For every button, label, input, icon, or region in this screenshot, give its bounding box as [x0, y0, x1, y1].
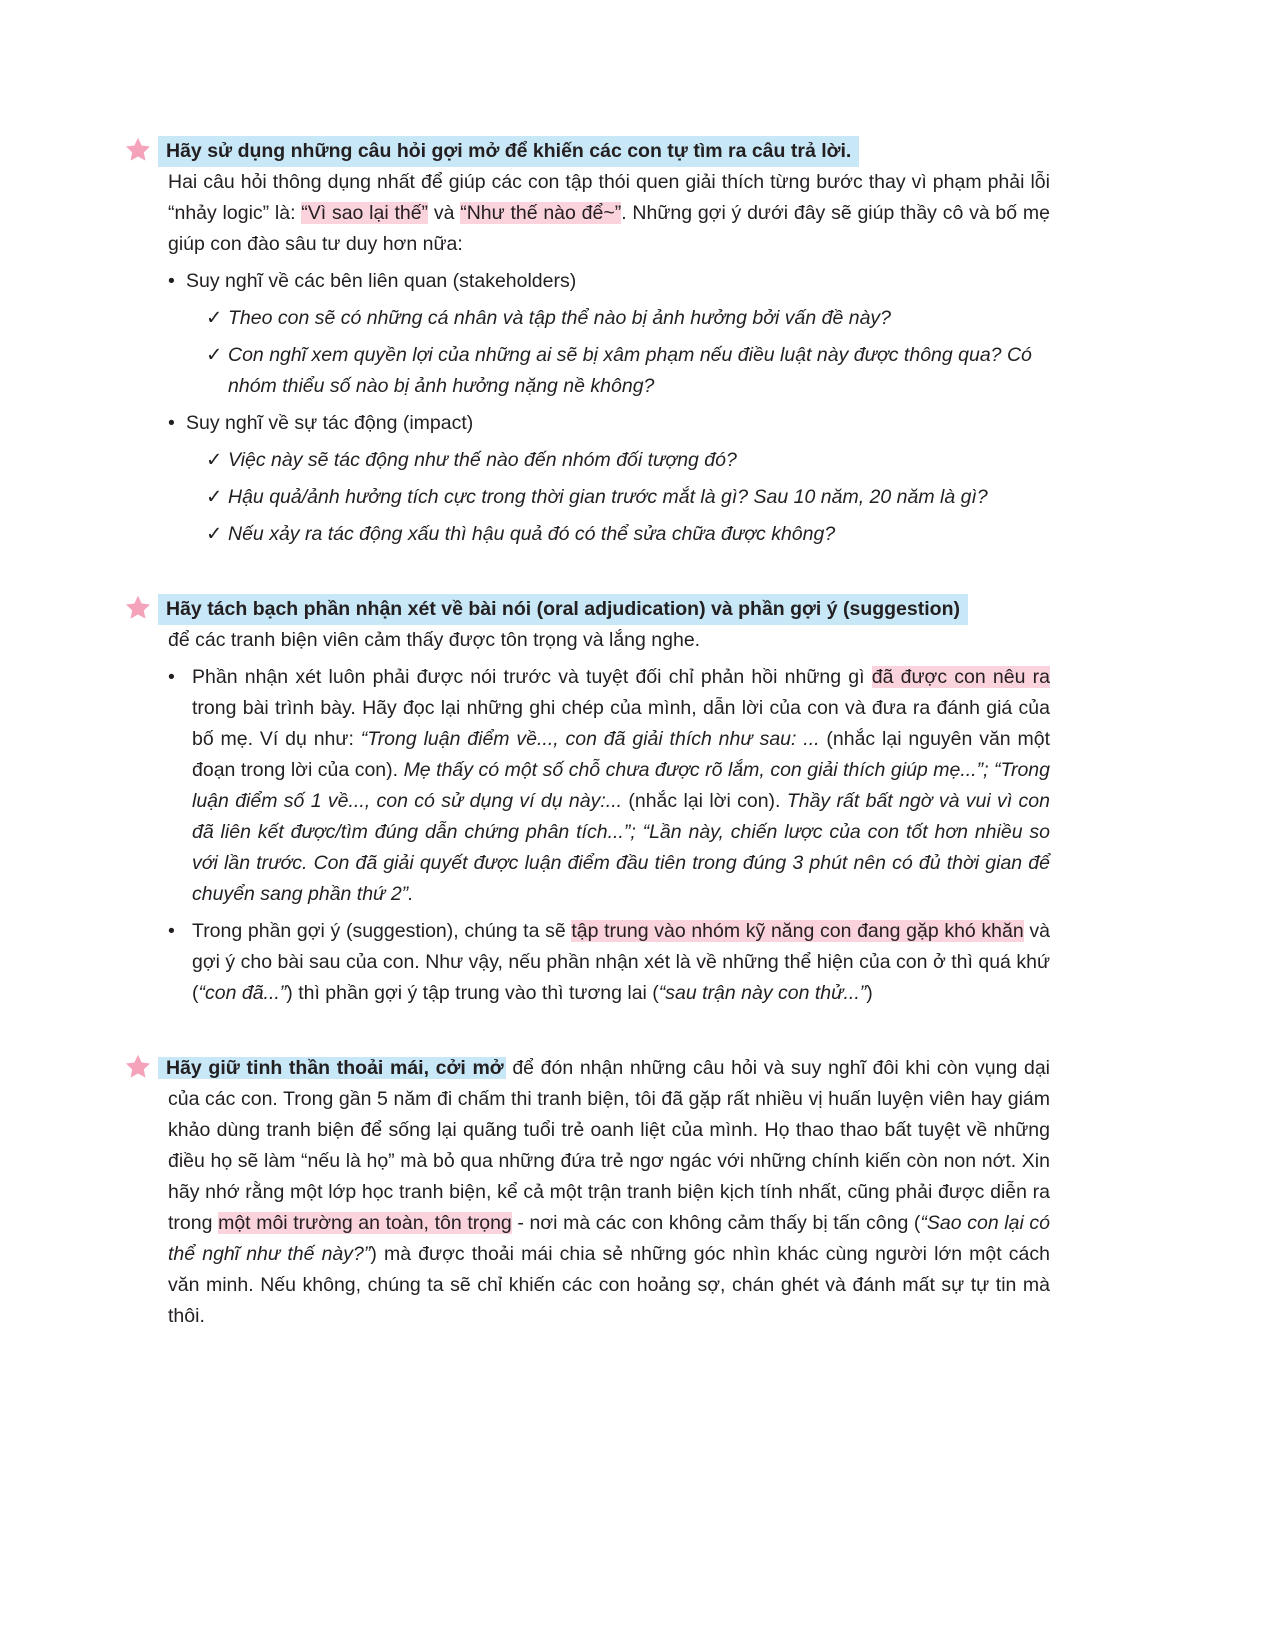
text-run: và [428, 202, 461, 224]
text-run: Phần nhận xét luôn phải được nói trước và tuyệt đối chỉ phản hồi những gì [192, 666, 872, 688]
section-open-questions [168, 136, 1050, 550]
check-list [186, 445, 1050, 550]
check-text: Việc này sẽ tác động như thế nào đến nhóm đối tượng đó? [228, 449, 737, 471]
bullet-item [168, 916, 1050, 1009]
bullet-item [168, 662, 1050, 910]
text-run: để các tranh biện viên cảm thấy được tôn trọng và lắng nghe. [168, 629, 701, 651]
italic-text: “sau trận này con thử...” [658, 982, 867, 1004]
bullet-text: Suy nghĩ về các bên liên quan (stakeholders) [186, 270, 577, 292]
highlighted-text: đã được con nêu ra [871, 666, 1050, 688]
text-run: . Những gợi ý dưới đây sẽ giúp thầy cô và bố mẹ giúp con đào sâu tư duy hơn nữa: [168, 202, 1050, 255]
check-text: Nếu xảy ra tác động xấu thì hậu quả đó có thể sửa chữa được không? [228, 523, 836, 545]
text-run: và gợi ý cho bài sau của con. Như vậy, nếu phần nhận xét là về những thể hiện của con ở thì quá khứ ( [192, 920, 1050, 1004]
paragraph-body [168, 1057, 1050, 1327]
highlighted-text: một môi trường an toàn, tôn trọng [218, 1212, 512, 1234]
bullet-item [168, 408, 1050, 550]
intro-paragraph [168, 167, 1050, 260]
section-heading: Hãy giữ tinh thần thoải mái, cởi mở [158, 1057, 506, 1079]
check-item [186, 482, 1050, 513]
check-list [186, 303, 1050, 402]
text-run: (nhắc lại nguyên văn một đoạn trong lời của con). [192, 728, 1051, 781]
italic-text: “Trong luận điểm về..., con đã giải thích như sau: ... [360, 728, 820, 750]
bullet-paragraph [192, 662, 1050, 910]
text-run: trong bài trình bày. Hãy đọc lại những ghi chép của mình, dẫn lời của con và đưa ra đánh giá của bố mẹ. Ví dụ như: [192, 697, 1050, 750]
document-page [168, 136, 1050, 1372]
bullet-list [168, 266, 1050, 550]
text-run: ) [866, 982, 873, 1004]
highlighted-text: tập trung vào nhóm kỹ năng con đang gặp khó khăn [571, 920, 1024, 942]
bullet-item [168, 266, 1050, 402]
check-icon: ✓ [206, 486, 223, 508]
text-run: ) thì phần gợi ý tập trung vào thì tương lai ( [286, 982, 659, 1004]
italic-text: “Sao con lại có thể nghĩ như thế này?” [168, 1212, 1051, 1265]
check-item [186, 519, 1050, 550]
check-icon: ✓ [206, 523, 223, 545]
bullet-list [168, 662, 1050, 1009]
text-run: để đón nhận những câu hỏi và suy nghĩ đôi khi còn vụng dại của các con. Trong gần 5 năm đi chấm thi tranh biện, tôi đã gặp rất nhiều vị huấn luyện viên hay giám khảo dùng tranh biện để sống lại quãng tuổi trẻ oanh liệt của mình. Họ thao thao bất tuyệt về những điều họ sẽ làm “nếu là họ” mà bỏ qua những đứa trẻ ngơ ngác với những chính kiến còn non nớt. Xin hãy nhớ rằng một lớp học tranh biện, kể cả một trận tranh biện kịch tính nhất, cũng phải được diễn ra trong [168, 1057, 1050, 1234]
check-text: Theo con sẽ có những cá nhân và tập thể nào bị ảnh hưởng bởi vấn đề này? [228, 307, 892, 329]
star-icon [124, 136, 152, 164]
check-icon: ✓ [206, 449, 223, 471]
check-icon: ✓ [206, 307, 223, 329]
italic-text: “con đã...” [198, 982, 287, 1004]
text-run: (nhắc lại lời con). [622, 790, 787, 812]
text-run: - nơi mà các con không cảm thấy bị tấn công ( [511, 1212, 921, 1234]
section-feedback [168, 594, 1050, 1009]
section-heading: Hãy tách bạch phần nhận xét về bài nói (oral adjudication) và phần gợi ý (suggestion) [158, 594, 968, 625]
check-item [186, 303, 1050, 334]
check-item [186, 445, 1050, 476]
check-item [186, 340, 1050, 402]
bullet-text: Suy nghĩ về sự tác động (impact) [186, 412, 474, 434]
check-icon: ✓ [206, 344, 223, 366]
text-run: Hai câu hỏi thông dụng nhất để giúp các con tập thói quen giải thích từng bước thay vì phạm phải lỗi “nhảy logic” là: [168, 171, 1050, 224]
section-open-mind [168, 1053, 1050, 1332]
star-icon [124, 1053, 152, 1081]
highlighted-text: “Vì sao lại thế” [301, 202, 429, 224]
text-run: ) mà được thoải mái chia sẻ những góc nhìn khác cùng người lớn một cách văn minh. Nếu không, chúng ta sẽ chỉ khiến các con hoảng sợ, chán ghét và đánh mất sự tự tin mà thôi. [168, 1243, 1050, 1327]
intro-paragraph [168, 625, 1050, 656]
highlighted-text: “Như thế nào để~” [460, 202, 622, 224]
check-text: Con nghĩ xem quyền lợi của những ai sẽ bị xâm phạm nếu điều luật này được thông qua? Có nhóm thiểu số nào bị ảnh hưởng nặng nề không? [228, 344, 1032, 397]
star-icon [124, 594, 152, 622]
check-text: Hậu quả/ảnh hưởng tích cực trong thời gian trước mắt là gì? Sau 10 năm, 20 năm là gì? [228, 486, 988, 508]
text-run: Trong phần gợi ý (suggestion), chúng ta sẽ [192, 920, 572, 942]
italic-text: Mẹ thấy có một số chỗ chưa được rõ lắm, con giải thích giúp mẹ...”; “Trong luận điểm số 1 về..., con có sử dụng ví dụ này:... [192, 759, 1050, 812]
intro-paragraph [168, 1053, 1050, 1332]
section-heading: Hãy sử dụng những câu hỏi gợi mở để khiến các con tự tìm ra câu trả lời. [158, 136, 859, 167]
italic-text: Thầy rất bất ngờ và vui vì con đã liên kết được/tìm đúng dẫn chứng phân tích...”; “Lần này, chiến lược của con tốt hơn nhiều so với lần trước. Con đã giải quyết được luận điểm đầu tiên trong đúng 3 phút nên có đủ thời gian để chuyển sang phần thứ 2”. [192, 790, 1050, 905]
bullet-paragraph [192, 916, 1050, 1009]
